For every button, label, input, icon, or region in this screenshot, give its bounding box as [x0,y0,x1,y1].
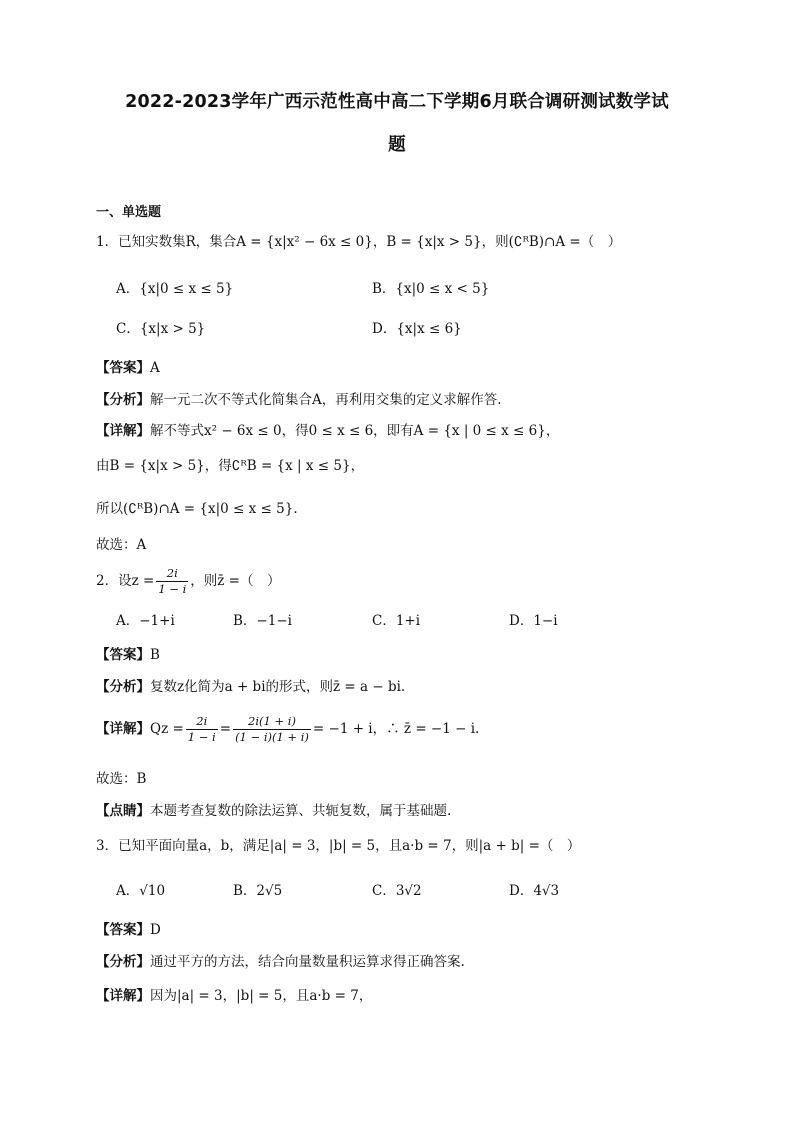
question-1-choose: 故选：A [96,537,147,553]
question-2-option-c: C．1+i [372,613,421,629]
question-1-detail-row [96,421,559,441]
comment-tag: 【点睛】 [96,803,150,819]
question-1-analysis-row [96,390,502,410]
question-2-stem [96,566,280,597]
detail-text: 解不等式x² − 6x ≤ 0，得0 ≤ x ≤ 6，即有A = {x | 0 ≤ x ≤ 6}， [150,423,560,439]
fraction [233,714,311,745]
fraction-numerator: 2i(1 + i) [233,714,311,730]
question-3-option-b: B．2√5 [233,883,283,899]
question-1-answer-row [96,358,160,378]
question-2-option-a: A．−1+i [116,613,175,629]
question-1-detail-line3: 所以(∁ᴿB)∩A = {x|0 ≤ x ≤ 5}. [96,501,298,517]
answer-value: B [150,647,160,663]
analysis-tag: 【分析】 [96,954,150,970]
question-2-option-b: B．−1−i [233,613,292,629]
analysis-tag: 【分析】 [96,392,150,408]
analysis-text: 通过平方的方法，结合向量数量积运算求得正确答案. [150,954,465,970]
fraction-denominator: 1 − i [187,730,216,744]
fraction-denominator: 1 − i [158,582,187,596]
question-3-option-a: A．√10 [116,883,166,899]
question-1-option-d: D．{x|x ≤ 6} [372,321,462,337]
question-1-option-c: C．{x|x > 5} [116,321,206,337]
question-1-option-a: A．{x|0 ≤ x ≤ 5} [116,281,234,297]
fraction-numerator: 2i [156,566,188,582]
section-heading: 一、单选题 [96,205,162,220]
stem-suffix: ，则z̄ =（ ） [190,573,281,589]
comment-text: 本题考查复数的除法运算、共轭复数，属于基础题. [150,803,452,819]
question-2-analysis-row [96,677,405,697]
analysis-tag: 【分析】 [96,679,150,695]
detail-prefix: Qz = [150,721,184,737]
question-3-analysis-row [96,952,465,972]
answer-tag: 【答案】 [96,647,150,663]
document-title-line1: 2022-2023学年广西示范性高中高二下学期6月联合调研测试数学试 [125,92,669,112]
question-3-option-d: D．4√3 [509,883,560,899]
analysis-text: 解一元二次不等式化简集合A，再利用交集的定义求解作答. [150,392,502,408]
answer-value: D [150,922,161,938]
answer-tag: 【答案】 [96,922,150,938]
equals-sign: = [219,721,232,737]
question-3-answer-row [96,920,161,940]
analysis-text: 复数z化简为a + bi的形式，则z̄ = a − bi. [150,679,406,695]
question-1-stem: 1．已知实数集R，集合A = {x|x² − 6x ≤ 0}，B = {x|x > 5}，则(∁ᴿB)∩A =（ ） [96,234,622,250]
question-1-option-b: B．{x|0 ≤ x < 5} [372,281,490,297]
fraction-numerator: 2i [186,714,218,730]
question-2-detail-row [96,714,479,745]
fraction-denominator: (1 − i)(1 + i) [235,730,309,744]
detail-tag: 【详解】 [96,423,150,439]
question-1-detail-line2: 由B = {x|x > 5}，得∁ᴿB = {x | x ≤ 5}， [96,458,365,474]
document-title-line2: 题 [388,135,406,155]
question-2-comment-row [96,801,451,821]
detail-tag: 【详解】 [96,721,150,737]
question-3-stem: 3．已知平面向量a，b，满足|a| = 3，|b| = 5，且a·b = 7，则|a + b| =（ ） [96,838,581,854]
detail-text: 因为|a| = 3，|b| = 5，且a·b = 7， [150,988,373,1004]
question-2-option-d: D．1−i [509,613,558,629]
detail-suffix: = −1 + i，∴ z̄ = −1 − i. [312,721,480,737]
detail-tag: 【详解】 [96,988,150,1004]
question-3-option-c: C．3√2 [372,883,422,899]
question-2-choose: 故选：B [96,771,147,787]
fraction [156,566,188,597]
answer-tag: 【答案】 [96,360,150,376]
answer-value: A [150,360,160,376]
stem-prefix: 2．设z = [96,573,155,589]
question-2-answer-row [96,645,160,665]
question-3-detail-row [96,986,372,1006]
fraction [186,714,218,745]
